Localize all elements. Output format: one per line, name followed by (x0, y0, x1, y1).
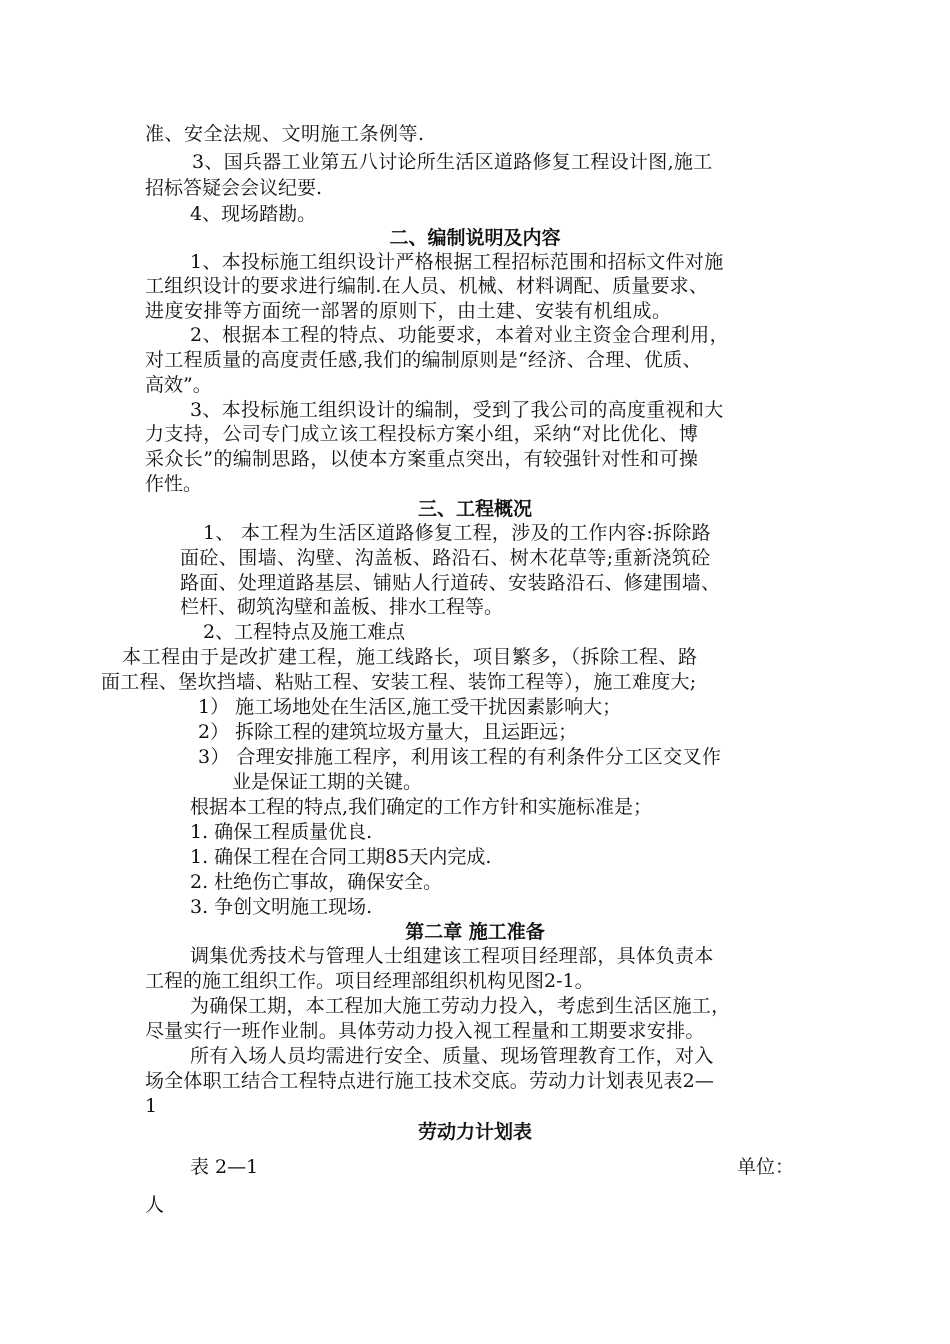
list-item: 1. 确保工程在合同工期85天内完成. (190, 846, 492, 868)
body-text-line: 2、根据本工程的特点、功能要求，本着对业主资金合理利用， (190, 324, 730, 346)
list-item: 2. 杜绝伤亡事故，确保安全。 (190, 871, 443, 893)
chapter-heading: 第二章 施工准备 (405, 921, 545, 943)
body-text-line: 1、本投标施工组织设计严格根据工程招标范围和招标文件对施 (190, 251, 724, 273)
body-text-line: 根据本工程的特点,我们确定的工作方针和实施标准是； (190, 796, 653, 818)
table-title: 劳动力计划表 (417, 1121, 532, 1143)
body-text-line: 栏杆、砌筑沟壁和盖板、排水工程等。 (180, 596, 504, 618)
body-text-line: 进度安排等方面统一部署的原则下，由土建、安装有机组成。 (145, 300, 672, 322)
list-item: 3. 争创文明施工现场. (190, 896, 373, 918)
body-text-line: 本工程由于是改扩建工程，施工线路长，项目繁多，（拆除工程、路 (122, 646, 698, 668)
body-text-line: 为确保工期，本工程加大施工劳动力投入，考虑到生活区施工， (190, 995, 731, 1017)
list-item: 1） 施工场地处在生活区,施工受干扰因素影响大； (198, 696, 622, 718)
list-item: 2） 拆除工程的建筑垃圾方量大，且运距远； (198, 721, 578, 743)
body-text-line: 2、工程特点及施工难点 (203, 621, 406, 643)
body-text-line: 对工程质量的高度责任感,我们的编制原则是“经济、合理、优质、 (145, 349, 702, 371)
body-text-line: 面砼、围墙、沟壁、沟盖板、路沿石、树木花草等;重新浇筑砼 (180, 547, 711, 569)
body-text-line: 路面、处理道路基层、铺贴人行道砖、安装路沿石、修建围墙、 (180, 572, 721, 594)
body-text-line: 招标答疑会会议纪要. (145, 177, 323, 199)
body-text-line: 工组织设计的要求进行编制.在人员、机械、材料调配、质量要求、 (145, 275, 709, 297)
body-text-line: 1 (145, 1095, 158, 1117)
unit-value: 人 (145, 1194, 165, 1216)
body-text-line: 4、现场踏勘。 (190, 203, 317, 225)
list-item: 1. 确保工程质量优良. (190, 821, 373, 843)
body-text-line: 3、本投标施工组织设计的编制，受到了我公司的高度重视和大 (190, 399, 724, 421)
body-text-line: 1、 本工程为生活区道路修复工程，涉及的工作内容:拆除路 (203, 522, 711, 544)
body-text-line: 所有入场人员均需进行安全、质量、现场管理教育工作，对入 (190, 1045, 714, 1067)
section-heading: 三、工程概况 (417, 498, 532, 520)
section-heading: 二、编制说明及内容 (389, 227, 561, 249)
body-text-line: 面工程、堡坎挡墙、粘贴工程、安装工程、装饰工程等），施工难度大; (101, 671, 697, 693)
table-number: 表 2—1 (190, 1156, 259, 1178)
body-text-line: 采众长”的编制思路，以使本方案重点突出，有较强针对性和可操 (145, 448, 699, 470)
body-text-line: 3、国兵器工业第五八讨论所生活区道路修复工程设计图,施工 (192, 151, 713, 173)
body-text-line: 准、安全法规、文明施工条例等. (145, 123, 425, 145)
body-text-line: 尽量实行一班作业制。具体劳动力投入视工程量和工期要求安排。 (145, 1020, 705, 1042)
list-item-continuation: 业是保证工期的关键。 (232, 771, 423, 793)
body-text-line: 力支持，公司专门成立该工程投标方案小组，采纳“对比优化、博 (145, 423, 699, 445)
body-text-line: 工程的施工组织工作。项目经理部组织机构见图2-1。 (145, 970, 594, 992)
body-text-line: 作性。 (145, 473, 203, 495)
unit-label: 单位： (737, 1156, 795, 1178)
body-text-line: 调集优秀技术与管理人士组建该工程项目经理部，具体负责本 (190, 945, 714, 967)
body-text-line: 场全体职工结合工程特点进行施工技术交底。劳动力计划表见表2— (145, 1070, 715, 1092)
list-item: 3） 合理安排施工程序，利用该工程的有利条件分工区交叉作 (198, 746, 722, 768)
body-text-line: 高效”。 (145, 374, 212, 396)
